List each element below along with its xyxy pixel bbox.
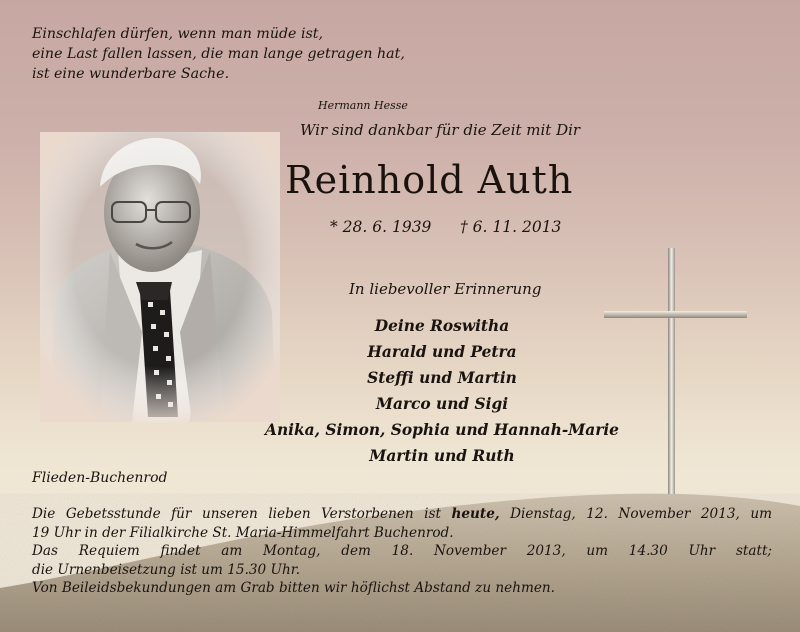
notice-line: Von Beileidsbekundungen am Grab bitten wir höflichst Abstand zu nehmen. (32, 580, 555, 597)
family-list (240, 313, 644, 469)
quote-line: Einschlafen dürfen, wenn man müde ist, (32, 26, 323, 42)
notice-line (32, 505, 772, 524)
death-date: † 6. 11. 2013 (460, 218, 562, 236)
gratitude-text: Wir sind dankbar für die Zeit mit Dir (300, 121, 581, 139)
quote-author: Hermann Hesse (318, 99, 408, 112)
notice-text: Dienstag, 12. November 2013, um (499, 506, 773, 522)
family-member: Marco und Sigi (375, 395, 509, 413)
quote-line: eine Last fallen lassen, die man lange getragen hat, (32, 46, 405, 62)
family-member: Deine Roswitha (374, 317, 510, 335)
quote-line: ist eine wunderbare Sache. (32, 66, 230, 82)
memory-text: In liebevoller Erinnerung (349, 280, 542, 298)
notice-line: die Urnenbeisetzung ist um 15.30 Uhr. (32, 561, 301, 578)
service-notice (32, 505, 772, 598)
family-member: Steffi und Martin (367, 369, 517, 387)
notice-text: Die Gebetsstunde für unseren lieben Verstorbenen ist (32, 506, 452, 522)
quote (32, 24, 412, 112)
family-member: Martin und Ruth (369, 447, 515, 465)
notice-emphasis: heute, (451, 506, 500, 522)
notice-line: Das Requiem findet am Montag, dem 18. November 2013, um 14.30 Uhr statt; (32, 543, 772, 560)
family-member: Anika, Simon, Sophia und Hannah-Marie (265, 421, 619, 439)
family-member: Harald und Petra (367, 343, 517, 361)
notice-line: 19 Uhr in der Filialkirche St. Maria-Himmelfahrt Buchenrod. (32, 524, 454, 541)
place-name: Flieden-Buchenrod (32, 470, 168, 486)
birth-date: * 28. 6. 1939 (330, 218, 432, 236)
deceased-name: Reinhold Auth (285, 158, 574, 202)
